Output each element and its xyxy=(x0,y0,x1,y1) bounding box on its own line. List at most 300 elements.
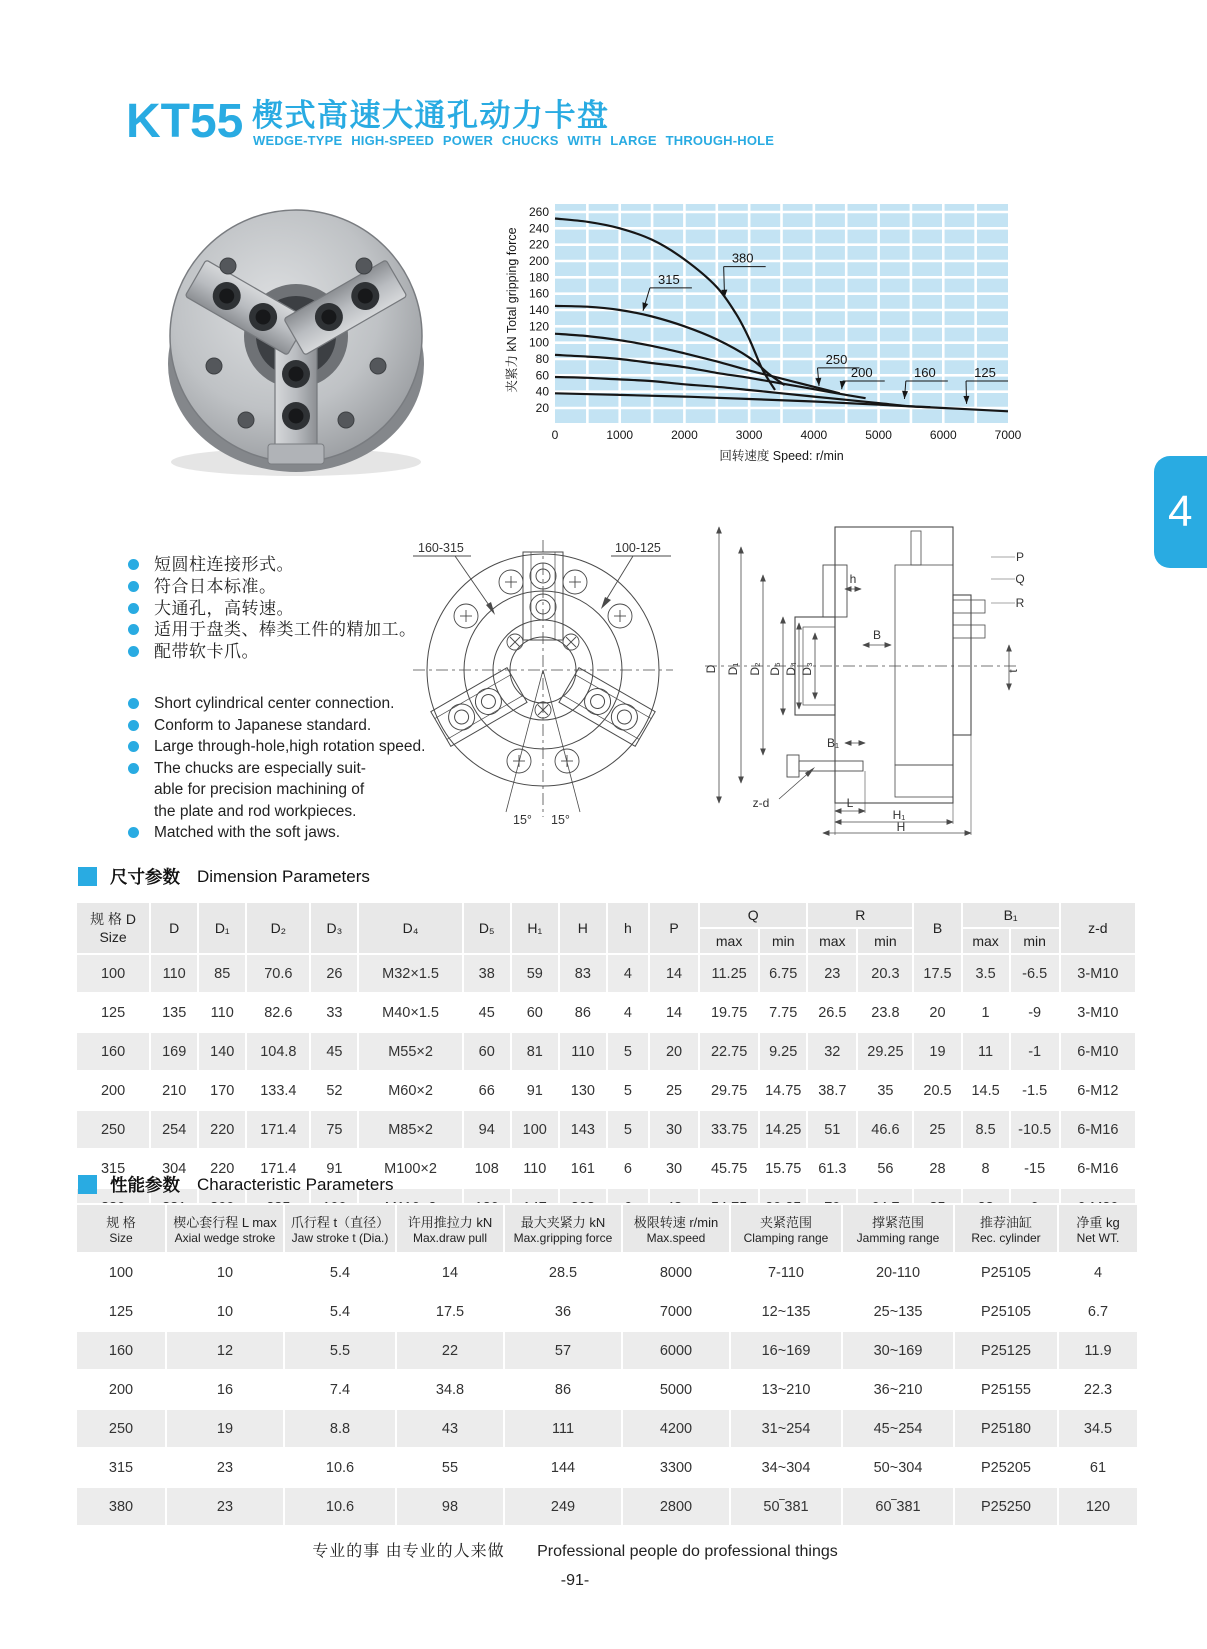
x-tick-label: 7000 xyxy=(994,428,1022,442)
table-cell: 11.9 xyxy=(1058,1331,1138,1370)
table-cell: 81 xyxy=(511,1032,559,1071)
footer-slogan-en: Professional people do professional things xyxy=(537,1543,838,1560)
table-row xyxy=(76,1487,1138,1526)
x-axis-title: 回转速度 Speed: r/min xyxy=(719,449,844,463)
table-cell: 22.3 xyxy=(1058,1370,1138,1409)
table-row xyxy=(76,1071,1136,1110)
table-cell: P25155 xyxy=(954,1370,1058,1409)
table-cell: 161 xyxy=(559,1149,607,1188)
table-cell: 6-M12 xyxy=(1060,1071,1136,1110)
x-tick-label: 1000 xyxy=(606,428,634,442)
table-cell: -1 xyxy=(1010,1032,1060,1071)
dim-D3: D₃ xyxy=(800,662,814,676)
table-cell: 34~304 xyxy=(730,1448,842,1487)
table-row xyxy=(76,993,1136,1032)
table-cell: 5.4 xyxy=(284,1253,396,1292)
table-header-cell: 规 格 Size xyxy=(76,1204,166,1253)
force-speed-chart xyxy=(499,192,1059,474)
table-cell: 45~254 xyxy=(842,1409,954,1448)
table-cell: 45.75 xyxy=(699,1149,759,1188)
table-cell: 13~210 xyxy=(730,1370,842,1409)
table-cell: 33.75 xyxy=(699,1110,759,1149)
table-cell: 50‾381 xyxy=(730,1487,842,1526)
table-cell: 16~169 xyxy=(730,1331,842,1370)
section-bullet-square xyxy=(78,1175,97,1194)
bullet-dot-icon xyxy=(128,646,139,657)
table-cell: 43 xyxy=(396,1409,504,1448)
table-cell: P25180 xyxy=(954,1409,1058,1448)
section-heading-characteristics xyxy=(78,1172,394,1197)
chapter-tab: 4 xyxy=(1154,456,1207,568)
table-cell: 6 xyxy=(607,1149,649,1188)
table-cell: 6-M16 xyxy=(1060,1110,1136,1149)
table-cell: 23 xyxy=(807,954,857,993)
table-cell: M60×2 xyxy=(358,1071,462,1110)
curve-label-125: 125 xyxy=(974,364,996,380)
table-cell: 3-M10 xyxy=(1060,993,1136,1032)
table-header-cell: min xyxy=(759,928,807,954)
table-cell: 56 xyxy=(857,1149,913,1188)
table-cell: 133.4 xyxy=(246,1071,310,1110)
feature-item-continuation: the plate and rod workpieces. xyxy=(154,802,357,820)
table-cell: P25205 xyxy=(954,1448,1058,1487)
bullet-dot-icon xyxy=(128,603,139,614)
y-tick-label: 160 xyxy=(528,286,549,301)
dim-D: D xyxy=(704,664,718,674)
table-cell: 26.5 xyxy=(807,993,857,1032)
table-cell: M55×2 xyxy=(358,1032,462,1071)
y-tick-label: 20 xyxy=(535,401,549,415)
table-cell: 8000 xyxy=(622,1253,730,1292)
y-tick-label: 180 xyxy=(528,270,549,285)
table-header-cell: D xyxy=(150,902,198,954)
table-cell: 6-M10 xyxy=(1060,1032,1136,1071)
table-cell: M40×1.5 xyxy=(358,993,462,1032)
table-cell: 50~304 xyxy=(842,1448,954,1487)
table-cell: 19 xyxy=(913,1032,961,1071)
page-number: -91- xyxy=(560,1572,590,1589)
dim-D5: D₅ xyxy=(768,662,782,676)
table-row xyxy=(76,1292,1138,1331)
table-row xyxy=(76,1110,1136,1149)
curve-label-200: 200 xyxy=(850,364,873,380)
table-cell: 1 xyxy=(962,993,1010,1032)
table-cell: 125 xyxy=(76,993,150,1032)
feature-item-continuation: able for precision machining of xyxy=(154,781,365,798)
table-cell: 20-110 xyxy=(842,1253,954,1292)
table-cell: 10 xyxy=(166,1253,284,1292)
feature-item: 适用于盘类、棒类工件的精加工。 xyxy=(128,619,468,641)
table-cell: 8 xyxy=(962,1149,1010,1188)
section-title-en: Dimension Parameters xyxy=(197,866,370,886)
table-cell: 160 xyxy=(76,1032,150,1071)
table-cell: M85×2 xyxy=(358,1110,462,1149)
table-cell: 7000 xyxy=(622,1292,730,1331)
table-cell: 34.8 xyxy=(396,1370,504,1409)
table-cell: 30~169 xyxy=(842,1331,954,1370)
table-cell: 100 xyxy=(511,1110,559,1149)
dim-zd: z-d xyxy=(752,796,770,810)
page-title-zh: 楔式高速大通孔动力卡盘 xyxy=(252,98,610,133)
table-cell: 144 xyxy=(504,1448,622,1487)
table-header-cell: D₅ xyxy=(463,902,511,954)
footer-slogan xyxy=(0,1538,1150,1561)
table-cell: 4 xyxy=(607,993,649,1032)
table-row xyxy=(76,1253,1138,1292)
bullet-dot-icon xyxy=(128,624,139,635)
table-cell: 2800 xyxy=(622,1487,730,1526)
table-header-cell: 楔心套行程 L max Axial wedge stroke xyxy=(166,1204,284,1253)
table-header-cell: 夹紧范围 Clamping range xyxy=(730,1204,842,1253)
feature-item: 短圆柱连接形式。 xyxy=(128,554,468,576)
table-cell: 91 xyxy=(511,1071,559,1110)
table-cell: 20.5 xyxy=(913,1071,961,1110)
table-cell: 29.25 xyxy=(857,1032,913,1071)
y-axis-title: 夹紧力 kN Total gripping force xyxy=(505,227,519,393)
table-cell: 315 xyxy=(76,1149,150,1188)
table-header-cell: D₁ xyxy=(198,902,246,954)
table-cell: 29.75 xyxy=(699,1071,759,1110)
y-tick-label: 220 xyxy=(528,237,549,252)
table-cell: 10.6 xyxy=(284,1487,396,1526)
table-cell: 86 xyxy=(559,993,607,1032)
table-cell: 20 xyxy=(913,993,961,1032)
table-cell: 7.75 xyxy=(759,993,807,1032)
table-header-row xyxy=(76,1204,1138,1253)
feature-item: The chucks are especially suit- xyxy=(128,758,468,780)
table-cell: 6-M16 xyxy=(1060,1149,1136,1188)
table-cell: 160 xyxy=(76,1331,166,1370)
table-cell: 11.25 xyxy=(699,954,759,993)
table-header-cell: max xyxy=(699,928,759,954)
table-header-cell: 许用推拉力 kN Max.draw pull xyxy=(396,1204,504,1253)
table-cell: 59 xyxy=(511,954,559,993)
feature-item: 配带软卡爪。 xyxy=(128,641,468,663)
table-cell: 304 xyxy=(150,1149,198,1188)
y-tick-label: 60 xyxy=(535,368,549,383)
dim-Q: Q xyxy=(1015,572,1025,586)
section-bullet-square xyxy=(78,867,97,886)
table-header-cell: H₁ xyxy=(511,902,559,954)
x-tick-label: 5000 xyxy=(865,428,892,442)
table-cell: 254 xyxy=(150,1110,198,1149)
table-cell: 23 xyxy=(166,1448,284,1487)
page-title-en: WEDGE-TYPE HIGH-SPEED POWER CHUCKS WITH LARGE THROUGH-HOLE xyxy=(253,133,775,148)
table-cell: 14 xyxy=(649,954,699,993)
y-tick-label: 100 xyxy=(528,335,549,350)
bullet-dot-icon xyxy=(128,720,139,731)
table-cell: -15 xyxy=(1010,1149,1060,1188)
table-cell: 61.3 xyxy=(807,1149,857,1188)
table-header-cell: min xyxy=(857,928,913,954)
table-header-cell: D₄ xyxy=(358,902,462,954)
table-cell: 210 xyxy=(150,1071,198,1110)
bullet-dot-icon xyxy=(128,559,139,570)
table-cell: 143 xyxy=(559,1110,607,1149)
table-cell: 6.7 xyxy=(1058,1292,1138,1331)
table-cell: P25125 xyxy=(954,1331,1058,1370)
table-header-cell: 推荐油缸 Rec. cylinder xyxy=(954,1204,1058,1253)
table-header-cell: max xyxy=(807,928,857,954)
table-header-cell: 净重 kg Net WT. xyxy=(1058,1204,1138,1253)
dim-h: h xyxy=(849,572,857,586)
model-code: KT55 xyxy=(126,95,244,148)
table-cell: 169 xyxy=(150,1032,198,1071)
dim-H: H xyxy=(896,820,906,834)
table-cell: 38.7 xyxy=(807,1071,857,1110)
table-cell: 28.5 xyxy=(504,1253,622,1292)
table-cell: 17.5 xyxy=(913,954,961,993)
table-cell: 20 xyxy=(649,1032,699,1071)
feature-item: Short cylindrical center connection. xyxy=(128,693,468,715)
dim-D1: D₁ xyxy=(726,662,740,676)
table-cell: 110 xyxy=(559,1032,607,1071)
table-cell: P25105 xyxy=(954,1253,1058,1292)
table-cell: 249 xyxy=(504,1487,622,1526)
section-title-zh: 性能参数 xyxy=(110,1175,180,1195)
table-cell: M32×1.5 xyxy=(358,954,462,993)
angle-label-left: 15° xyxy=(513,813,532,827)
feature-item: 大通孔，高转速。 xyxy=(128,598,468,620)
table-header-cell: 最大夹紧力 kN Max.gripping force xyxy=(504,1204,622,1253)
table-cell: 46.6 xyxy=(857,1110,913,1149)
table-cell: 130 xyxy=(559,1071,607,1110)
table-cell: 3.5 xyxy=(962,954,1010,993)
feature-item: Large through-hole,high rotation speed. xyxy=(128,736,468,758)
table-cell: 171.4 xyxy=(246,1149,310,1188)
table-cell: 7.4 xyxy=(284,1370,396,1409)
table-header-cell: 极限转速 r/min Max.speed xyxy=(622,1204,730,1253)
table-cell: 91 xyxy=(310,1149,358,1188)
table-cell: 108 xyxy=(463,1149,511,1188)
table-cell: 45 xyxy=(463,993,511,1032)
table-cell: 170 xyxy=(198,1071,246,1110)
table-cell: 22 xyxy=(396,1331,504,1370)
x-tick-label: 3000 xyxy=(735,428,763,442)
table-cell: 20.3 xyxy=(857,954,913,993)
table-cell: 5 xyxy=(607,1071,649,1110)
dim-D2: D₂ xyxy=(748,662,762,676)
bullet-dot-icon xyxy=(128,698,139,709)
section-title-zh: 尺寸参数 xyxy=(110,867,180,887)
table-cell: 30 xyxy=(649,1149,699,1188)
y-tick-label: 260 xyxy=(528,205,549,219)
table-header-row xyxy=(76,902,1136,928)
table-cell: 19.75 xyxy=(699,993,759,1032)
x-tick-label: 6000 xyxy=(929,428,957,442)
table-cell: 61 xyxy=(1058,1448,1138,1487)
section-heading-dimensions xyxy=(78,864,370,889)
table-cell: 31~254 xyxy=(730,1409,842,1448)
table-header-cell: H xyxy=(559,902,607,954)
table-header-cell: h xyxy=(607,902,649,954)
table-cell: 82.6 xyxy=(246,993,310,1032)
table-cell: 3-M10 xyxy=(1060,954,1136,993)
dim-B: B xyxy=(872,628,882,642)
bullet-dot-icon xyxy=(128,581,139,592)
table-cell: 4 xyxy=(1058,1253,1138,1292)
table-cell: M100×2 xyxy=(358,1149,462,1188)
table-cell: 83 xyxy=(559,954,607,993)
table-cell: 6000 xyxy=(622,1331,730,1370)
table-cell: 140 xyxy=(198,1032,246,1071)
table-cell: 52 xyxy=(310,1071,358,1110)
table-cell: -6.5 xyxy=(1010,954,1060,993)
table-header-cell: P xyxy=(649,902,699,954)
table-cell: P25250 xyxy=(954,1487,1058,1526)
table-cell: 34.5 xyxy=(1058,1409,1138,1448)
y-tick-label: 140 xyxy=(528,303,549,317)
table-cell: 38 xyxy=(463,954,511,993)
table-cell: 220 xyxy=(198,1110,246,1149)
table-row xyxy=(76,954,1136,993)
table-cell: P25105 xyxy=(954,1292,1058,1331)
table-cell: 35 xyxy=(857,1071,913,1110)
section-title-en: Characteristic Parameters xyxy=(197,1174,394,1194)
y-tick-label: 80 xyxy=(535,352,549,366)
feature-item: Conform to Japanese standard. xyxy=(128,715,468,737)
table-cell: 14.5 xyxy=(962,1071,1010,1110)
table-header-cell: B₁ xyxy=(962,902,1060,928)
table-cell: 33 xyxy=(310,993,358,1032)
table-cell: 23 xyxy=(166,1487,284,1526)
table-header-cell: B xyxy=(913,902,961,954)
front-view-drawing xyxy=(393,512,693,834)
table-cell: 98 xyxy=(396,1487,504,1526)
x-tick-label: 0 xyxy=(551,428,559,442)
table-cell: 14 xyxy=(649,993,699,1032)
table-cell: 28 xyxy=(913,1149,961,1188)
table-cell: 380 xyxy=(76,1487,166,1526)
range-label-left: 160-315 xyxy=(418,541,464,555)
table-cell: 14.75 xyxy=(759,1071,807,1110)
table-cell: 22.75 xyxy=(699,1032,759,1071)
table-cell: 200 xyxy=(76,1370,166,1409)
range-label-right: 100-125 xyxy=(615,541,661,555)
table-cell: 23.8 xyxy=(857,993,913,1032)
table-cell: 7-110 xyxy=(730,1253,842,1292)
feature-item: Matched with the soft jaws. xyxy=(128,822,468,844)
table-row xyxy=(76,1370,1138,1409)
y-tick-label: 40 xyxy=(535,384,549,399)
table-cell: 14.25 xyxy=(759,1110,807,1149)
feature-item: 符合日本标准。 xyxy=(128,576,468,598)
table-cell: 5.4 xyxy=(284,1292,396,1331)
table-cell: 15.75 xyxy=(759,1149,807,1188)
table-cell: 26 xyxy=(310,954,358,993)
table-cell: 86 xyxy=(504,1370,622,1409)
product-photo xyxy=(128,196,460,488)
dim-H1: H₁ xyxy=(892,808,906,822)
table-cell: 110 xyxy=(198,993,246,1032)
table-row xyxy=(76,1331,1138,1370)
table-cell: 60‾381 xyxy=(842,1487,954,1526)
table-cell: 100 xyxy=(76,1253,166,1292)
table-cell: 51 xyxy=(807,1110,857,1149)
characteristic-table xyxy=(75,1203,1139,1527)
table-cell: 12 xyxy=(166,1331,284,1370)
table-cell: 11 xyxy=(962,1032,1010,1071)
table-header-cell: z-d xyxy=(1060,902,1136,954)
table-row xyxy=(76,1032,1136,1071)
table-header-cell: D₂ xyxy=(246,902,310,954)
table-cell: 135 xyxy=(150,993,198,1032)
table-cell: 19 xyxy=(166,1409,284,1448)
bullet-dot-icon xyxy=(128,741,139,752)
curve-label-315: 315 xyxy=(658,271,680,287)
x-tick-label: 4000 xyxy=(800,428,828,442)
table-cell: 55 xyxy=(396,1448,504,1487)
table-cell: 5 xyxy=(607,1110,649,1149)
table-cell: 3300 xyxy=(622,1448,730,1487)
dim-P: P xyxy=(1015,550,1025,564)
dim-R: R xyxy=(1015,596,1025,610)
table-cell: 57 xyxy=(504,1331,622,1370)
table-cell: 125 xyxy=(76,1292,166,1331)
table-cell: 60 xyxy=(463,1032,511,1071)
x-tick-label: 2000 xyxy=(671,428,698,442)
table-cell: 94 xyxy=(463,1110,511,1149)
table-cell: 5000 xyxy=(622,1370,730,1409)
table-cell: 14 xyxy=(396,1253,504,1292)
table-row xyxy=(76,1409,1138,1448)
dim-t: t xyxy=(1006,669,1020,673)
table-cell: 5.5 xyxy=(284,1331,396,1370)
table-header-cell: 爪行程 t（直径） Jaw stroke t (Dia.) xyxy=(284,1204,396,1253)
dim-D4: D₄ xyxy=(784,662,798,676)
y-tick-label: 200 xyxy=(528,254,549,268)
table-header-cell: min xyxy=(1010,928,1060,954)
table-cell: 10 xyxy=(166,1292,284,1331)
table-header-cell: 规 格 D Size xyxy=(76,902,150,954)
dim-L: L xyxy=(846,796,854,810)
table-cell: 30 xyxy=(649,1110,699,1149)
table-cell: 8.8 xyxy=(284,1409,396,1448)
table-cell: 60 xyxy=(511,993,559,1032)
table-cell: 8.5 xyxy=(962,1110,1010,1149)
table-cell: 16 xyxy=(166,1370,284,1409)
curve-label-380: 380 xyxy=(731,250,754,266)
table-cell: 75 xyxy=(310,1110,358,1149)
table-cell: 104.8 xyxy=(246,1032,310,1071)
table-cell: 100 xyxy=(76,954,150,993)
table-cell: 110 xyxy=(150,954,198,993)
y-tick-label: 120 xyxy=(528,319,549,334)
table-cell: 32 xyxy=(807,1032,857,1071)
curve-label-160: 160 xyxy=(913,364,936,380)
table-cell: 120 xyxy=(1058,1487,1138,1526)
table-header-cell: Q xyxy=(699,902,807,928)
y-tick-label: 240 xyxy=(528,221,549,236)
table-cell: 6.75 xyxy=(759,954,807,993)
curve-label-250: 250 xyxy=(825,351,848,367)
table-cell: 111 xyxy=(504,1409,622,1448)
table-cell: 171.4 xyxy=(246,1110,310,1149)
table-cell: 45 xyxy=(310,1032,358,1071)
table-cell: 66 xyxy=(463,1071,511,1110)
table-cell: 85 xyxy=(198,954,246,993)
table-header-cell: 撑紧范围 Jamming range xyxy=(842,1204,954,1253)
table-cell: -10.5 xyxy=(1010,1110,1060,1149)
table-cell: 5 xyxy=(607,1032,649,1071)
bullet-dot-icon xyxy=(128,827,139,838)
table-cell: 4200 xyxy=(622,1409,730,1448)
table-header-cell: max xyxy=(962,928,1010,954)
table-row xyxy=(76,1448,1138,1487)
table-cell: 250 xyxy=(76,1409,166,1448)
table-cell: 9.25 xyxy=(759,1032,807,1071)
table-cell: 70.6 xyxy=(246,954,310,993)
